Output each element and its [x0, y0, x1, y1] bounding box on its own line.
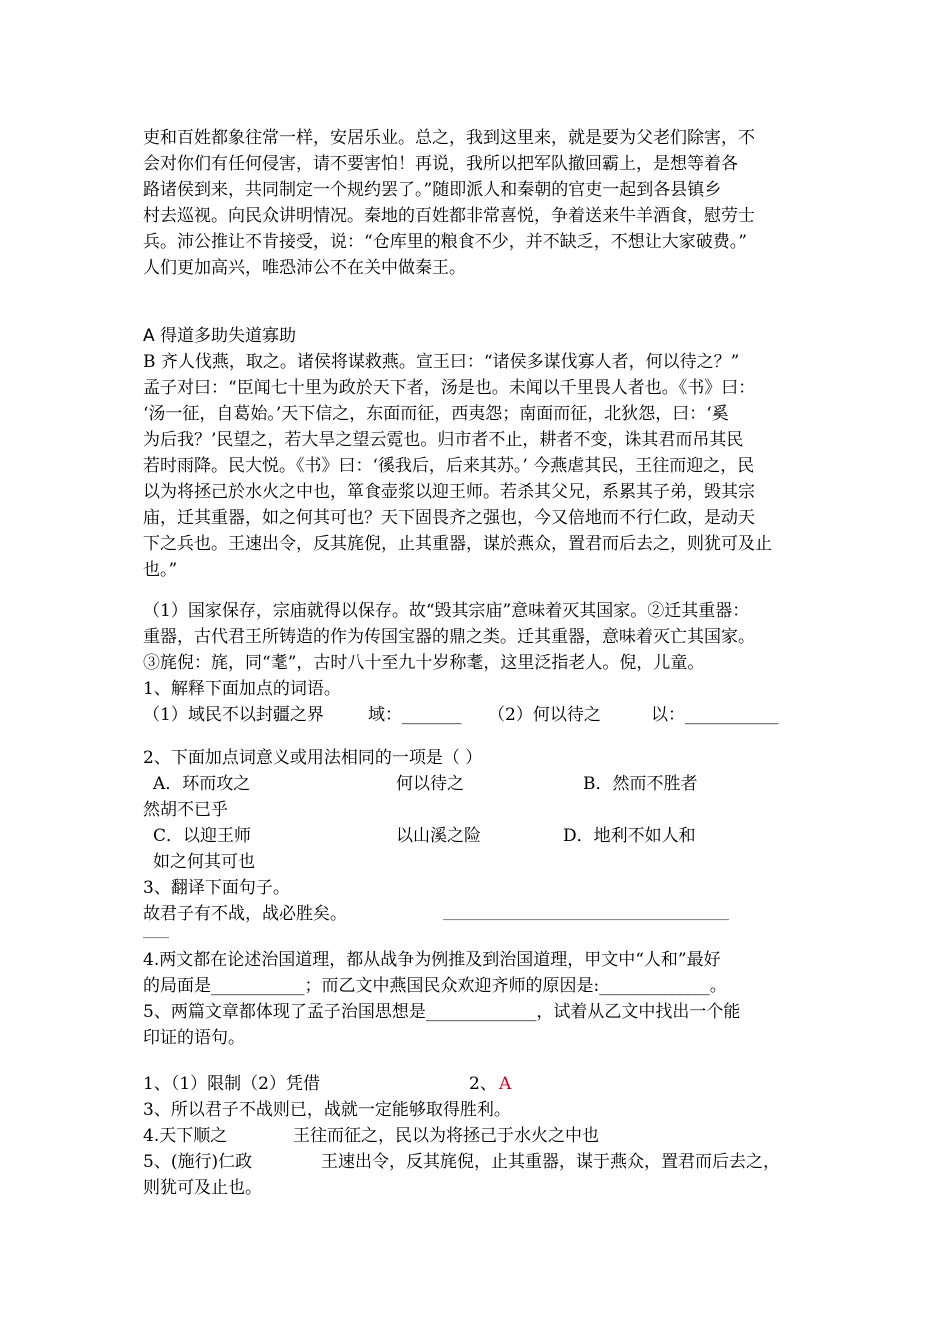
answer-key	[143, 1071, 813, 1201]
question-1-answer-1: 域：_______	[368, 705, 462, 725]
text-line: B 齐人伐燕，取之。诸侯将谋救燕。宣王曰：“诸侯多谋伐寡人者，何以待之？”	[143, 352, 740, 372]
question-1-answer-2: 以：___________	[651, 705, 779, 725]
answer-row	[143, 1123, 813, 1149]
answer-3: 3、所以君子不战则已，战就一定能够取得胜利。	[143, 1100, 511, 1120]
answer-blank: ____________________________________________	[443, 906, 729, 921]
text-line: 兵。沛公推让不肯接受，说：“仓库里的粮食不少，并不缺乏，不想让大家破费。”	[143, 232, 747, 252]
text-line: 庙，迁其重器，如之何其可也？天下固畏齐之强也，今又倍地而不行仁政，是动天	[143, 508, 755, 528]
answer-5-right: 王速出令，反其旄倪，止其重器，谋于燕众，置君而后去之，	[321, 1152, 780, 1172]
question-5-line: 5、两篇文章都体现了孟子治国思想是_____________，试着从乙文中找出一个能	[143, 1002, 741, 1022]
option-d-second: 如之何其可也	[153, 852, 255, 872]
text-line: 为后我？’民望之，若大旱之望云霓也。归市者不止，耕者不变，诛其君而吊其民	[143, 430, 744, 450]
text-line: ‘汤一征，自葛始。’天下信之，东面而征，西夷怨；南面而征，北狄怨，曰：‘奚	[143, 404, 729, 424]
question-3-sentence-row	[143, 901, 813, 927]
text-line: 也。”	[143, 560, 178, 580]
answer-row	[143, 1149, 813, 1175]
question-1-item-1: （1）域民不以封疆之界	[143, 705, 324, 725]
option-c-second: 以山溪之险	[396, 826, 481, 846]
question-2	[143, 745, 813, 953]
option-a-first: A．环而攻之	[153, 774, 251, 794]
text-line: 路诸侯到来，共同制定一个规约罢了。”随即派人和秦朝的官吏一起到各县镇乡	[143, 180, 722, 200]
text-a-title: A 得道多助失道寡助	[143, 326, 297, 346]
question-2-title: 2、下面加点词意义或用法相同的一项是（ ）	[143, 748, 483, 768]
answer-4-right: 王往而征之，民以为将拯己于水火之中也	[293, 1126, 599, 1146]
answer-5-left: 5、(施行)仁政	[143, 1152, 253, 1172]
question-2-option-row	[143, 797, 813, 823]
question-5-line: 印证的语句。	[143, 1028, 245, 1048]
classical-texts	[143, 323, 813, 583]
answer-blank: ____	[143, 924, 169, 939]
answer-2-value: A	[499, 1074, 512, 1094]
passage-translation	[143, 125, 813, 281]
question-1-title: 1、解释下面加点的词语。	[143, 679, 341, 699]
option-b-first: B．然而不胜者	[583, 774, 698, 794]
text-line: 吏和百姓都象往常一样，安居乐业。总之，我到这里来，就是要为父老们除害，不	[143, 128, 755, 148]
question-1-item-2: （2）何以待之	[488, 705, 601, 725]
question-2-option-row	[143, 823, 813, 849]
text-line: 以为将拯己於水火之中也，箪食壶浆以迎王师。若杀其父兄，系累其子弟，毁其宗	[143, 482, 755, 502]
text-line: 下之兵也。王速出令，反其旄倪，止其重器，谋於燕众，置君而后去之，则犹可及止	[143, 534, 772, 554]
question-2-option-row	[143, 771, 813, 797]
answer-2-label: 2、	[469, 1074, 497, 1094]
note-line: ③旄倪：旄，同“耄”，古时八十至九十岁称耄，这里泛指老人。倪，儿童。	[143, 653, 705, 673]
question-3-sentence: 故君子有不战，战必胜矣。	[143, 904, 347, 924]
answer-row	[143, 1071, 813, 1097]
question-3-title: 3、翻译下面句子。	[143, 878, 290, 898]
answer-5-line-2: 则犹可及止也。	[143, 1178, 262, 1198]
text-line: 若时雨降。民大悦。《书》曰：‘徯我后，后来其苏。’ 今燕虐其民，王往而迎之，民	[143, 456, 755, 476]
question-4-line: 4.两文都在论述治国道理，都从战争为例推及到治国道理，甲文中“人和”最好	[143, 950, 721, 970]
question-2-option-row	[143, 849, 813, 875]
text-line: 孟子对曰：“臣闻七十里为政於天下者，汤是也。未闻以千里畏人者也。《书》曰：	[143, 378, 756, 398]
option-a-second: 何以待之	[396, 774, 464, 794]
question-4-line: 的局面是___________；而乙文中燕国民众欢迎齐师的原因是:_____________。	[143, 976, 727, 996]
option-d-first: D．地利不如人和	[563, 826, 696, 846]
question-1-items	[143, 702, 813, 728]
note-line: 重器，古代君王所铸造的作为传国宝器的鼎之类。迁其重器，意味着灭亡其国家。	[143, 627, 755, 647]
note-line: （1）国家保存，宗庙就得以保存。故“毁其宗庙”意味着灭其国家。②迁其重器：	[143, 601, 750, 621]
text-line: 人们更加高兴，唯恐沛公不在关中做秦王。	[143, 258, 466, 278]
notes-and-questions	[143, 598, 813, 728]
questions-4-5	[143, 947, 813, 1051]
option-c-first: C．以迎王师	[153, 826, 252, 846]
text-line: 会对你们有任何侵害，请不要害怕！再说，我所以把军队撤回霸上，是想等着各	[143, 154, 738, 174]
answer-4-left: 4.天下顺之	[143, 1126, 228, 1146]
answer-1: 1、（1）限制（2）凭借	[143, 1074, 320, 1094]
option-b-second: 然胡不已乎	[143, 800, 228, 820]
text-line: 村去巡视。向民众讲明情况。秦地的百姓都非常喜悦，争着送来牛羊酒食，慰劳士	[143, 206, 755, 226]
